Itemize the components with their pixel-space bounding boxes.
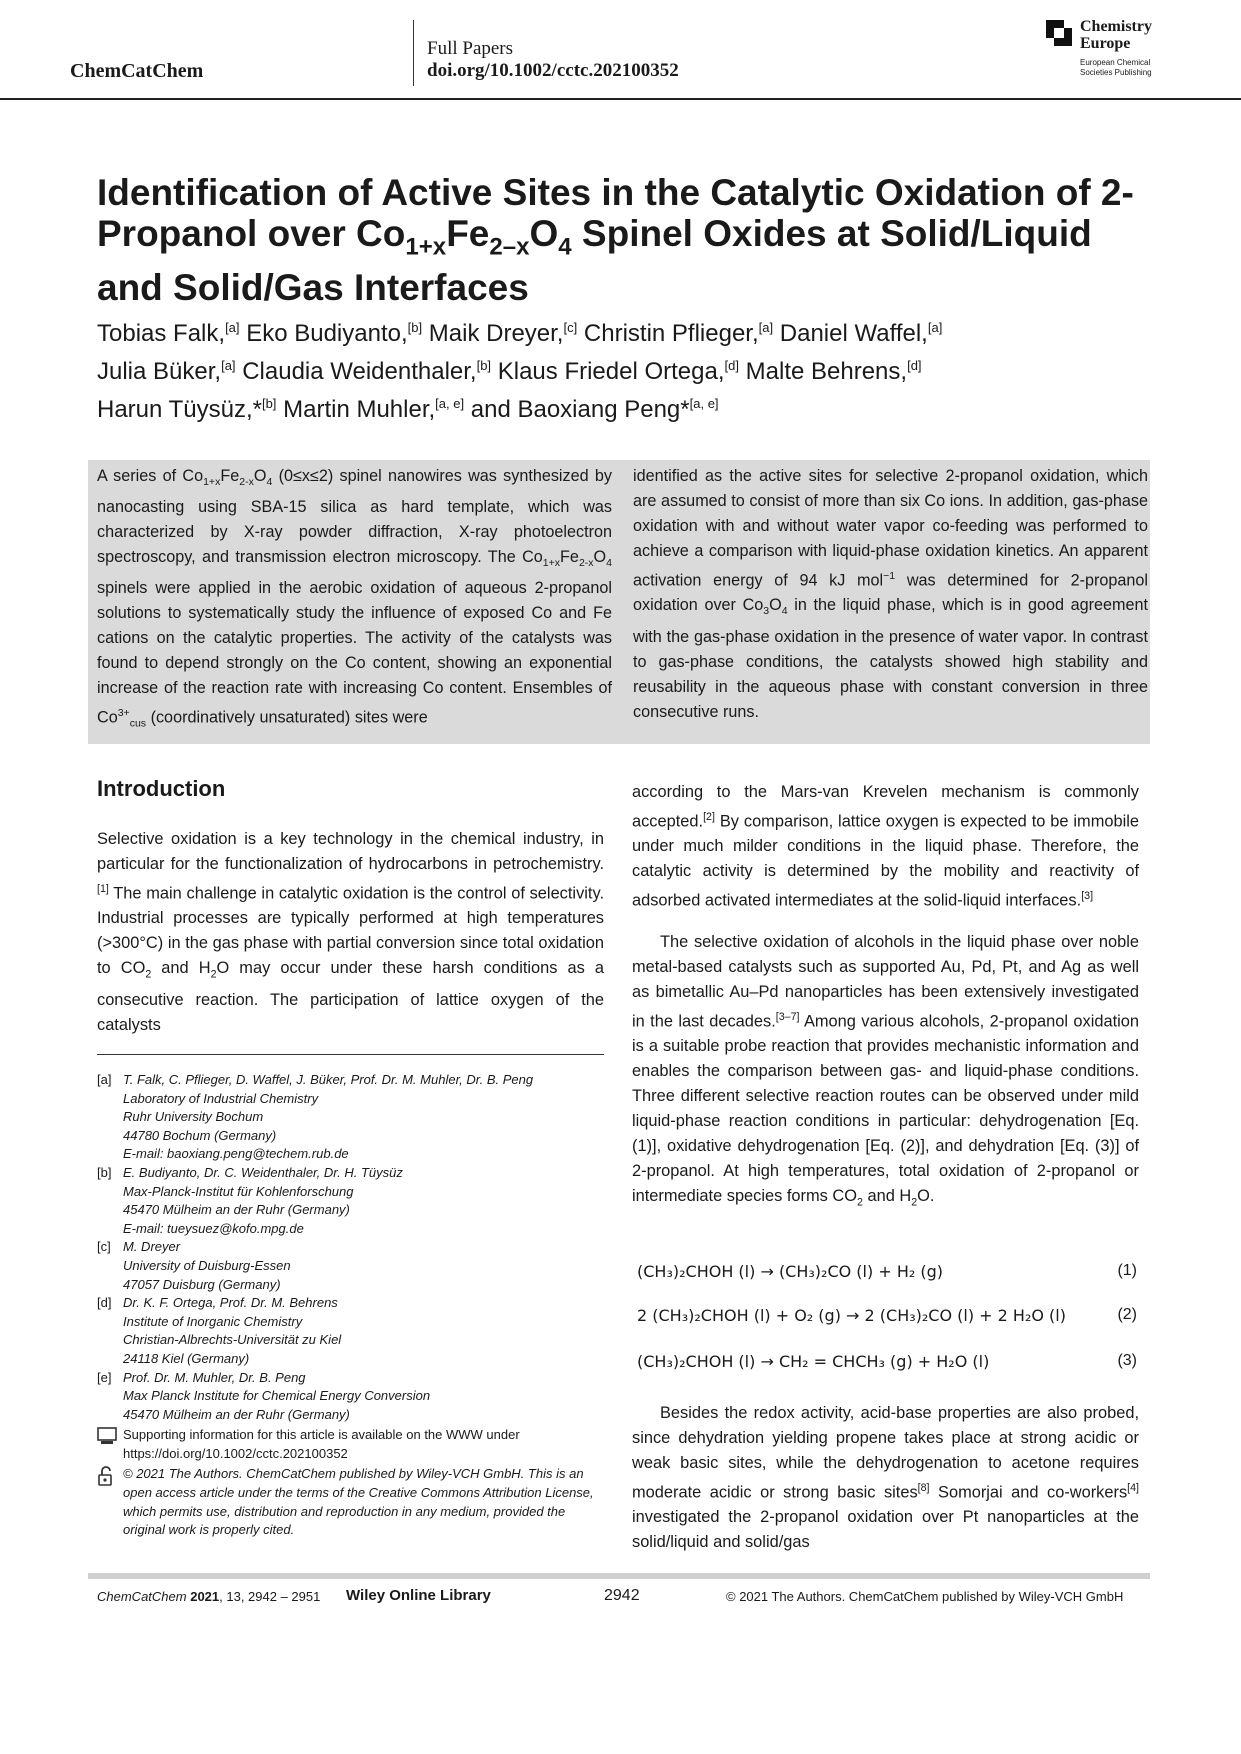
supporting-info-note: [97, 1426, 607, 1463]
intro-paragraph-3: Besides the redox activity, acid-base properties are also probed, since dehydration yielding propene takes place at strong acidic or weak basic sites, while the dehydrogenation to acetone requires moderate acidic or strong basic sites[8] Somorjai and co-workers[4] investigated the 2-propanol oxidation over Pt nanoparticles at the solid/liquid and solid/gas: [632, 1404, 1140, 1552]
intro-paragraph-1: Selective oxidation is a key technology in the chemical industry, in particular for the functionalization of hydrocarbons in petrochemistry.[1] The main challenge in catalytic oxidation is the control of selectivity. Industrial processes are typically performed at high temperatures (>300°C) in the gas phase with partial conversion since total oxidation to $CO_2$ and $H_2O$ may occur under these harsh conditions as a consecutive reaction. The participation of lattice oxygen of the catalysts: [97, 830, 604, 1034]
equation-2: 2 (CH₃)₂CHOH (l) + O₂ (g) → 2 (CH₃)₂CO (l) + 2 H₂O (l) (2): [637, 1306, 1137, 1325]
author: Julia Büker,[a]: [97, 358, 236, 385]
citation-link[interactable]: [2]: [703, 811, 715, 823]
author: Eko Budiyanto,[b]: [246, 320, 423, 347]
logo-text: [1080, 18, 1152, 52]
affiliation-d: [d] Dr. K. F. Ortega, Prof. Dr. M. Behrens Institute of Inorganic Chemistry Christian-Albrechts-Universität zu Kiel 24118 Kiel (Germany): [97, 1295, 342, 1366]
author: Malte Behrens,[d]: [745, 358, 922, 385]
logo-subtitle: [1080, 58, 1152, 78]
logo-sub-1: European Chemical: [1080, 58, 1151, 67]
journal-name: ChemCatChem: [70, 60, 204, 82]
open-access-lock-icon: [97, 1466, 117, 1486]
author: Claudia Weidenthaler,[b]: [242, 358, 492, 385]
header-divider: [413, 20, 414, 86]
page-number: 2942: [604, 1587, 640, 1604]
footnote-rule: [97, 1054, 604, 1055]
affiliation-c: [c] M. Dreyer University of Duisburg-Essen 47057 Duisburg (Germany): [97, 1239, 291, 1292]
citation-link[interactable]: [3–7]: [775, 1011, 800, 1023]
logo-mark-icon: [1046, 20, 1072, 46]
affiliation-footnotes: [97, 1071, 607, 1540]
logo-line-2: Europe: [1080, 35, 1131, 52]
author: Harun Tüysüz,*[b]: [97, 396, 277, 423]
affiliation-e: [e] Prof. Dr. M. Muhler, Dr. B. Peng Max Planck Institute for Chemical Energy Conversion 45470 Mülheim an der Ruhr (Germany): [97, 1369, 431, 1422]
author: Klaus Friedel Ortega,[d]: [497, 358, 739, 385]
section-heading-introduction: Introduction: [97, 776, 226, 801]
author: Maik Dreyer,[c]: [428, 320, 578, 347]
footer-copyright: © 2021 The Authors. ChemCatChem published by Wiley-VCH GmbH: [726, 1589, 1124, 1604]
abstract-left-column: A series of $Co_{1+x}Fe_{2-x}O_4$ (0≤x≤2) spinel nanowires was synthesized by nanocasting using SBA-15 silica as hard template, which was characterized by X-ray powder diffraction, X-ray photoelectron spectroscopy, and transmission electron microscopy. The $Co_{1+x}Fe_{2-x}O_4$ spinels were applied in the aerobic oxidation of aqueous 2-propanol solutions to systematically study the influence of exposed Co and Fe cations on the catalytic properties. The activity of the catalysts was found to depend strongly on the Co content, showing an exponential increase of the reaction rate with increasing Co content. Ensembles of $Co^{3+}_{cus}$ (coordinatively unsaturated) sites were: [97, 467, 612, 731]
doi-link[interactable]: doi.org/10.1002/cctc.202100352: [427, 60, 679, 81]
email-link[interactable]: E-mail: tueysuez@kofo.mpg.de: [123, 1220, 304, 1236]
equation-3: (CH₃)₂CHOH (l) → CH₂ = CHCH₃ (g) + H₂O (l) (3): [637, 1352, 1137, 1371]
abstract-box: [88, 460, 1150, 744]
header-rule: [0, 98, 1241, 100]
computer-icon: [97, 1427, 117, 1445]
affiliation-a: [a] T. Falk, C. Pflieger, D. Waffel, J. Büker, Prof. Dr. M. Muhler, Dr. B. Peng Laboratory of Industrial Chemistry Ruhr University Bochum 44780 Bochum (Germany) E-mail: baoxiang.peng@techem.rub.de: [97, 1071, 607, 1164]
citation-link[interactable]: [1]: [97, 883, 109, 895]
wiley-online-library-link[interactable]: Wiley Online Library: [346, 1587, 491, 1604]
author: Christin Pflieger,[a]: [583, 320, 774, 347]
intro-paragraph-1-continued: according to the Mars-van Krevelen mechanism is commonly accepted.[2] By comparison, lattice oxygen is expected to be immobile under much milder conditions in the liquid phase. Therefore, the catalytic activity is determined by the mobility and reactivity of adsorbed activated intermediates at the solid-liquid interfaces.[3]: [632, 783, 1139, 910]
paper-type: Full Papers: [427, 38, 514, 59]
logo-sub-2: Societies Publishing: [1080, 68, 1152, 77]
citation-link[interactable]: [8]: [917, 1482, 930, 1494]
supporting-info-link[interactable]: Supporting information for this article is available on the WWW under https://doi.org/10.1002/cctc.202100352: [123, 1427, 520, 1461]
footer-citation: ChemCatChem 2021, 13, 2942 – 2951: [97, 1589, 321, 1604]
article-title: Identification of Active Sites in the Catalytic Oxidation of 2-Propanol over $Co_{1+x}Fe_{2-x}O_4$ Spinel Oxides at Solid/Liquid and Solid/Gas Interfaces: [97, 172, 1134, 309]
affiliation-b: [b] E. Budiyanto, Dr. C. Weidenthaler, Dr. H. Tüysüz Max-Planck-Institut für Kohlenforschung 45470 Mülheim an der Ruhr (Germany) E-mail: tueysuez@kofo.mpg.de: [97, 1164, 607, 1238]
author: Daniel Waffel,[a]: [779, 320, 943, 347]
license-note: © 2021 The Authors. ChemCatChem published by Wiley-VCH GmbH. This is an open access article under the terms of the Creative Commons Attribution License, which permits use, distribution and reproduction in any medium, provided the original work is properly cited.: [97, 1465, 607, 1539]
citation-link[interactable]: [3]: [1081, 890, 1094, 903]
citation-link[interactable]: [4]: [1127, 1482, 1140, 1494]
footer-rule: [88, 1573, 1150, 1579]
author: Martin Muhler,[a, e]: [283, 396, 465, 423]
author: Tobias Falk,[a]: [97, 320, 240, 347]
abstract-right-column: identified as the active sites for selective 2-propanol oxidation, which are assumed to consist of more than six Co ions. In addition, gas-phase oxidation with and without water vapor co-feeding was performed to achieve a comparison with liquid-phase oxidation kinetics. An apparent activation energy of 94 kJ mol$^{-1}$ was determined for 2-propanol oxidation over $Co_3O_4$ in the liquid phase, which is in good agreement with the gas-phase oxidation in the presence of water vapor. In contrast to gas-phase conditions, the catalysts showed high stability and reusability in the aqueous phase with constant conversion in three consecutive runs.: [633, 467, 1148, 721]
logo-line-1: Chemistry: [1080, 18, 1152, 35]
equation-1: (CH₃)₂CHOH (l) → (CH₃)₂CO (l) + H₂ (g) (1): [637, 1262, 1137, 1281]
intro-paragraph-2: The selective oxidation of alcohols in the liquid phase over noble metal-based catalysts such as supported Au, Pd, Pt, and Ag as well as bimetallic Au–Pd nanoparticles has been extensively investigated in the last decades.[3–7] Among various alcohols, 2-propanol oxidation is a suitable probe reaction that provides mechanistic information and enables the comparison between gas- and liquid-phase conditions. Three different selective reaction routes can be observed under mild liquid-phase reaction conditions in particular: dehydrogenation [Eq. (1)], oxidative dehydrogenation [Eq. (2)], and dehydration [Eq. (3)] of 2-propanol. At high temperatures, total oxidation of 2-propanol or intermediate species forms $CO_2$ and $H_2O$.: [632, 933, 1139, 1209]
author-list: [97, 312, 1157, 426]
email-link[interactable]: E-mail: baoxiang.peng@techem.rub.de: [123, 1146, 349, 1162]
author: and Baoxiang Peng*[a, e]: [470, 396, 719, 423]
